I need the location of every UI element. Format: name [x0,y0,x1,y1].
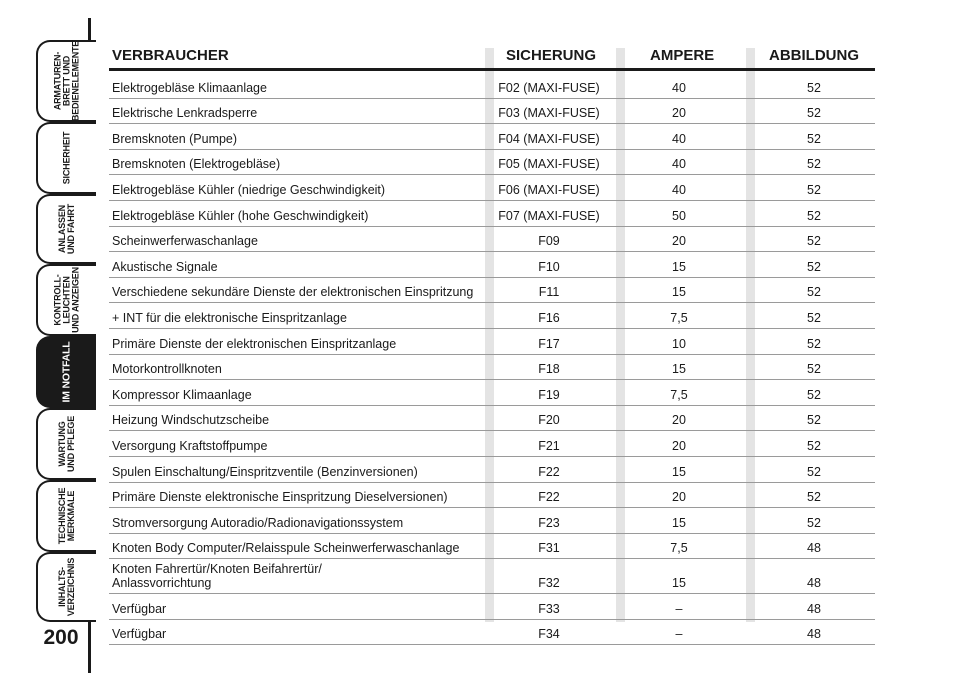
figure-cell-text: 52 [807,234,821,249]
consumer-cell-text: Heizung Windschutzscheibe [112,413,270,428]
fuse-cell-text: F18 [538,362,560,377]
figure-cell-text: 52 [807,285,821,300]
figure-cell-text: 52 [807,464,821,479]
consumer-cell [112,380,482,405]
consumer-cell [112,534,482,559]
consumer-cell [112,508,482,533]
figure-cell [764,227,864,252]
table-row [109,175,875,201]
fuse-cell-text: F22 [538,490,560,505]
fuse-cell [489,227,609,252]
fuse-cell-text: F06 (MAXI-FUSE) [498,182,600,197]
figure-cell [764,406,864,431]
ampere-cell-text: 10 [672,336,686,351]
ampere-cell-text: 15 [672,259,686,274]
tab-label: IM NOTFALL [60,341,73,403]
table-row [109,594,875,620]
consumer-cell [112,483,482,508]
fuse-cell-text: F16 [538,310,560,325]
ampere-cell [629,457,729,482]
consumer-cell-text: Akustische Signale [112,259,218,274]
header-rule [109,68,875,71]
consumer-cell-text: Elektrogebläse Kühler (niedrige Geschwindigkeit) [112,182,386,197]
fuse-cell [489,252,609,277]
table-row [109,559,875,594]
fuse-cell [489,355,609,380]
tab-kontrollleuchten[interactable] [36,264,96,336]
consumer-cell-text: Bremsknoten (Elektrogebläse) [112,157,281,172]
consumer-cell-text: Verfügbar [112,601,167,616]
ampere-cell-text: 15 [672,362,686,377]
fuse-cell-text: F34 [538,627,560,642]
fuse-cell-text: F17 [538,336,560,351]
ampere-cell-text: 40 [672,182,686,197]
consumer-cell-text: Stromversorgung Autoradio/Radionavigationssystem [112,515,404,530]
ampere-cell-text: 20 [672,413,686,428]
consumer-cell [112,457,482,482]
table-row [109,355,875,381]
fuse-cell [489,73,609,98]
consumer-cell-text: Scheinwerferwaschanlage [112,234,258,249]
table-row [109,620,875,646]
tab-label: INHALTS- VERZEICHNIS [57,557,76,617]
table-row [109,380,875,406]
fuse-table [109,73,875,645]
consumer-cell-text: Primäre Dienste elektronische Einspritzung Dieselversionen) [112,490,448,505]
fuse-cell [489,201,609,226]
fuse-cell-text: F02 (MAXI-FUSE) [498,80,600,95]
consumer-cell-text: Versorgung Kraftstoffpumpe [112,438,268,453]
ampere-cell-text: 15 [672,464,686,479]
consumer-cell-text: Bremsknoten (Pumpe) [112,131,238,146]
fuse-cell-text: F04 (MAXI-FUSE) [498,131,600,146]
ampere-cell [629,124,729,149]
fuse-cell [489,124,609,149]
ampere-cell-text: – [675,601,683,616]
tab-anlassen[interactable] [36,194,96,264]
fuse-cell-text: F31 [538,541,560,556]
consumer-cell-text: Elektrogebläse Kühler (hohe Geschwindigkeit) [112,208,369,223]
figure-cell [764,431,864,456]
fuse-cell-text: F22 [538,464,560,479]
figure-cell-text: 52 [807,208,821,223]
ampere-cell [629,73,729,98]
fuse-cell [489,303,609,328]
figure-cell [764,175,864,200]
ampere-cell [629,534,729,559]
fuse-cell [489,431,609,456]
table-row [109,534,875,560]
tab-im-notfall[interactable] [36,336,96,408]
figure-cell [764,620,864,645]
consumer-cell [112,99,482,124]
ampere-cell-text: 15 [672,285,686,300]
consumer-cell [112,431,482,456]
header-ampere: AMPERE [650,47,715,64]
fuse-cell-text: F05 (MAXI-FUSE) [498,157,600,172]
fuse-cell-text: F23 [538,515,560,530]
tab-wartung[interactable] [36,408,96,480]
fuse-cell [489,150,609,175]
figure-cell [764,201,864,226]
ampere-cell-text: 20 [672,106,686,121]
table-row [109,483,875,509]
figure-cell-text: 52 [807,413,821,428]
ampere-cell [629,483,729,508]
ampere-cell [629,252,729,277]
consumer-cell-text: Knoten Body Computer/Relaisspule Scheinwerferwaschanlage [112,541,460,556]
fuse-cell [489,559,609,593]
table-row [109,457,875,483]
table-row [109,227,875,253]
fuse-cell-text: F10 [538,259,560,274]
fuse-cell [489,406,609,431]
figure-cell-text: 52 [807,362,821,377]
consumer-cell [112,594,482,619]
fuse-cell [489,175,609,200]
figure-cell [764,124,864,149]
consumer-cell [112,124,482,149]
consumer-cell-text: Elektrogebläse Klimaanlage [112,80,267,95]
consumer-cell [112,252,482,277]
figure-cell-text: 48 [807,576,821,591]
figure-cell-text: 52 [807,106,821,121]
figure-cell [764,508,864,533]
figure-cell-text: 48 [807,627,821,642]
tab-label: KONTROLL- LEUCHTEN UND ANZEIGEN [52,267,81,333]
tab-technische-merkmale[interactable] [36,480,96,552]
fuse-cell [489,278,609,303]
table-row [109,73,875,99]
table-row [109,431,875,457]
consumer-cell-text: + INT für die elektronische Einspritzanlage [112,310,347,325]
ampere-cell-text: 40 [672,157,686,172]
consumer-cell-text: Spulen Einschaltung/Einspritzventile (Benzinversionen) [112,464,418,479]
consumer-cell [112,278,482,303]
figure-cell [764,559,864,593]
consumer-cell [112,620,482,645]
fuse-cell-text: F09 [538,234,560,249]
ampere-cell-text: 40 [672,80,686,95]
figure-cell-text: 52 [807,387,821,402]
fuse-cell-text: F32 [538,576,560,591]
ampere-cell-text: 15 [672,515,686,530]
consumer-cell [112,73,482,98]
ampere-cell [629,99,729,124]
ampere-cell-text: 7,5 [670,310,688,325]
ampere-cell [629,431,729,456]
figure-cell [764,380,864,405]
fuse-cell [489,99,609,124]
figure-cell-text: 52 [807,336,821,351]
figure-cell-text: 52 [807,438,821,453]
ampere-cell [629,559,729,593]
ampere-cell [629,380,729,405]
header-figure: ABBILDUNG [769,47,859,64]
fuse-cell-text: F19 [538,387,560,402]
tab-inhaltsverzeichnis[interactable] [36,552,96,622]
consumer-cell [112,227,482,252]
figure-cell [764,73,864,98]
ampere-cell-text: 20 [672,490,686,505]
table-row [109,150,875,176]
ampere-cell [629,278,729,303]
table-row [109,508,875,534]
ampere-cell [629,406,729,431]
ampere-cell-text: 40 [672,131,686,146]
ampere-cell-text: 7,5 [670,387,688,402]
page-number: 200 [43,626,79,649]
tab-sicherheit[interactable] [36,122,96,194]
ampere-cell-text: 15 [672,576,686,591]
fuse-cell [489,380,609,405]
chapter-sidebar [0,0,100,692]
figure-cell-text: 52 [807,131,821,146]
figure-cell-text: 48 [807,541,821,556]
fuse-cell-text: F33 [538,601,560,616]
figure-cell-text: 52 [807,310,821,325]
consumer-cell [112,201,482,226]
fuse-cell-text: F07 (MAXI-FUSE) [498,208,600,223]
ampere-cell-text: 50 [672,208,686,223]
ampere-cell [629,620,729,645]
tab-label: SICHERHEIT [61,131,72,185]
figure-cell-text: 52 [807,182,821,197]
figure-cell [764,355,864,380]
table-row [109,406,875,432]
figure-cell-text: 52 [807,515,821,530]
fuse-cell [489,483,609,508]
consumer-cell-text: Verfügbar [112,627,167,642]
ampere-cell [629,508,729,533]
table-row [109,124,875,150]
tab-label: TECHNISCHE MERKMALE [57,487,76,545]
fuse-cell [489,534,609,559]
figure-cell [764,303,864,328]
ampere-cell [629,227,729,252]
ampere-cell-text: 7,5 [670,541,688,556]
ampere-cell [629,329,729,354]
table-row [109,329,875,355]
fuse-cell [489,594,609,619]
consumer-cell [112,406,482,431]
figure-cell [764,150,864,175]
table-row [109,252,875,278]
consumer-cell-text: Verschiedene sekundäre Dienste der elektronischen Einspritzung [112,285,474,300]
fuse-cell [489,508,609,533]
consumer-cell-text: Motorkontrollknoten [112,362,222,377]
tab-label: WARTUNG UND PFLEGE [57,415,76,473]
tab-armaturenbrett[interactable] [36,40,96,122]
consumer-cell [112,559,482,593]
consumer-cell-text: Knoten Fahrertür/Knoten Beifahrertür/ Anlassvorrichtung [112,562,322,591]
ampere-cell-text: 20 [672,438,686,453]
figure-cell [764,534,864,559]
fuse-cell [489,620,609,645]
ampere-cell [629,175,729,200]
figure-cell-text: 48 [807,601,821,616]
header-consumer: VERBRAUCHER [112,47,229,64]
consumer-cell-text: Primäre Dienste der elektronischen Einspritzanlage [112,336,397,351]
ampere-cell [629,303,729,328]
fuse-cell-text: F21 [538,438,560,453]
figure-cell [764,594,864,619]
ampere-cell [629,201,729,226]
consumer-cell [112,303,482,328]
table-row [109,303,875,329]
figure-cell-text: 52 [807,80,821,95]
ampere-cell [629,355,729,380]
consumer-cell [112,329,482,354]
consumer-cell-text: Elektrische Lenkradsperre [112,106,258,121]
fuse-cell-text: F11 [538,285,560,300]
table-row [109,99,875,125]
ampere-cell-text: – [675,627,683,642]
fuse-cell [489,329,609,354]
header-fuse: SICHERUNG [506,47,597,64]
figure-cell [764,99,864,124]
consumer-cell [112,150,482,175]
table-row [109,201,875,227]
consumer-cell [112,355,482,380]
figure-cell-text: 52 [807,259,821,274]
ampere-cell [629,594,729,619]
figure-cell [764,329,864,354]
table-row [109,278,875,304]
figure-cell [764,483,864,508]
figure-cell [764,278,864,303]
tab-label: ARMATUREN- BRETT UND BEDIENELEMENTE [52,40,81,122]
fuse-cell [489,457,609,482]
ampere-cell-text: 20 [672,234,686,249]
figure-cell [764,457,864,482]
fuse-cell-text: F03 (MAXI-FUSE) [498,106,600,121]
fuse-cell-text: F20 [538,413,560,428]
figure-cell-text: 52 [807,157,821,172]
consumer-cell [112,175,482,200]
figure-cell [764,252,864,277]
tab-label: ANLASSEN UND FAHRT [57,203,76,255]
figure-cell-text: 52 [807,490,821,505]
ampere-cell [629,150,729,175]
consumer-cell-text: Kompressor Klimaanlage [112,387,252,402]
